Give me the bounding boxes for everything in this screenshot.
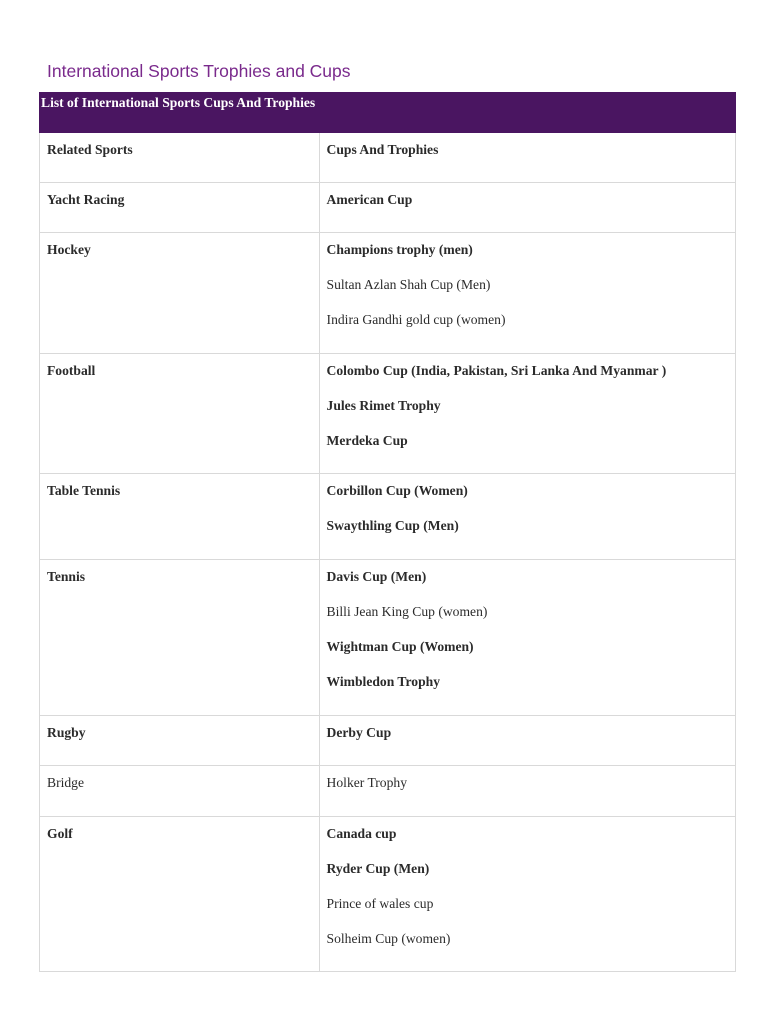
- cups-cell: [319, 354, 735, 474]
- header-cups-cell: [319, 133, 735, 183]
- sport-name: Football: [47, 363, 96, 378]
- sport-cell: [40, 233, 320, 354]
- cup-name: Corbillon Cup (Women): [326, 483, 468, 498]
- table-caption-row: [40, 93, 736, 133]
- cups-cell: [319, 474, 735, 560]
- cup-name: American Cup: [326, 192, 413, 207]
- sport-cell: [40, 817, 320, 972]
- cup-name: Solheim Cup (women): [326, 931, 451, 946]
- cup-name: Jules Rimet Trophy: [326, 398, 441, 413]
- table-row: [40, 766, 736, 817]
- sport-cell: [40, 716, 320, 766]
- cup-name: Colombo Cup (India, Pakistan, Sri Lanka And Myanmar ): [326, 363, 667, 378]
- table-row: [40, 354, 736, 474]
- cup-name: Canada cup: [326, 826, 397, 841]
- cup-name: Champions trophy (men): [326, 242, 473, 257]
- cup-name: Swaythling Cup (Men): [326, 518, 459, 533]
- sport-cell: [40, 766, 320, 817]
- sport-cell: [40, 183, 320, 233]
- cups-cell: [319, 183, 735, 233]
- table-row: [40, 560, 736, 716]
- cup-name: Prince of wales cup: [326, 896, 434, 911]
- cup-name: Derby Cup: [326, 725, 392, 740]
- sport-name: Bridge: [47, 775, 84, 790]
- cup-name: Billi Jean King Cup (women): [326, 604, 488, 619]
- sport-cell: [40, 354, 320, 474]
- header-sport-label: Related Sports: [47, 142, 133, 157]
- cups-cell: [319, 233, 735, 354]
- cup-name: Wimbledon Trophy: [326, 674, 440, 689]
- header-cups-label: Cups And Trophies: [326, 142, 439, 157]
- cup-name: Indira Gandhi gold cup (women): [326, 312, 506, 327]
- cups-cell: [319, 560, 735, 716]
- table-row: [40, 183, 736, 233]
- cups-cell: [319, 716, 735, 766]
- sport-cell: [40, 560, 320, 716]
- cup-name: Wightman Cup (Women): [326, 639, 474, 654]
- sport-name: Rugby: [47, 725, 86, 740]
- cup-name: Holker Trophy: [326, 775, 407, 790]
- cup-name: Sultan Azlan Shah Cup (Men): [326, 277, 491, 292]
- table-header-row: [40, 133, 736, 183]
- header-sport-cell: [40, 133, 320, 183]
- trophies-table: [39, 92, 736, 972]
- sport-name: Yacht Racing: [47, 192, 125, 207]
- sport-name: Golf: [47, 826, 73, 841]
- table-caption: List of International Sports Cups And Trophies: [40, 93, 736, 133]
- sport-name: Table Tennis: [47, 483, 121, 498]
- cup-name: Ryder Cup (Men): [326, 861, 430, 876]
- sport-name: Tennis: [47, 569, 86, 584]
- cups-cell: [319, 817, 735, 972]
- table-row: [40, 474, 736, 560]
- sport-name: Hockey: [47, 242, 91, 257]
- cups-cell: [319, 766, 735, 817]
- cup-name: Davis Cup (Men): [326, 569, 427, 584]
- table-row: [40, 817, 736, 972]
- sport-cell: [40, 474, 320, 560]
- cup-name: Merdeka Cup: [326, 433, 408, 448]
- page-title: International Sports Trophies and Cups: [47, 61, 351, 81]
- table-row: [40, 716, 736, 766]
- table-row: [40, 233, 736, 354]
